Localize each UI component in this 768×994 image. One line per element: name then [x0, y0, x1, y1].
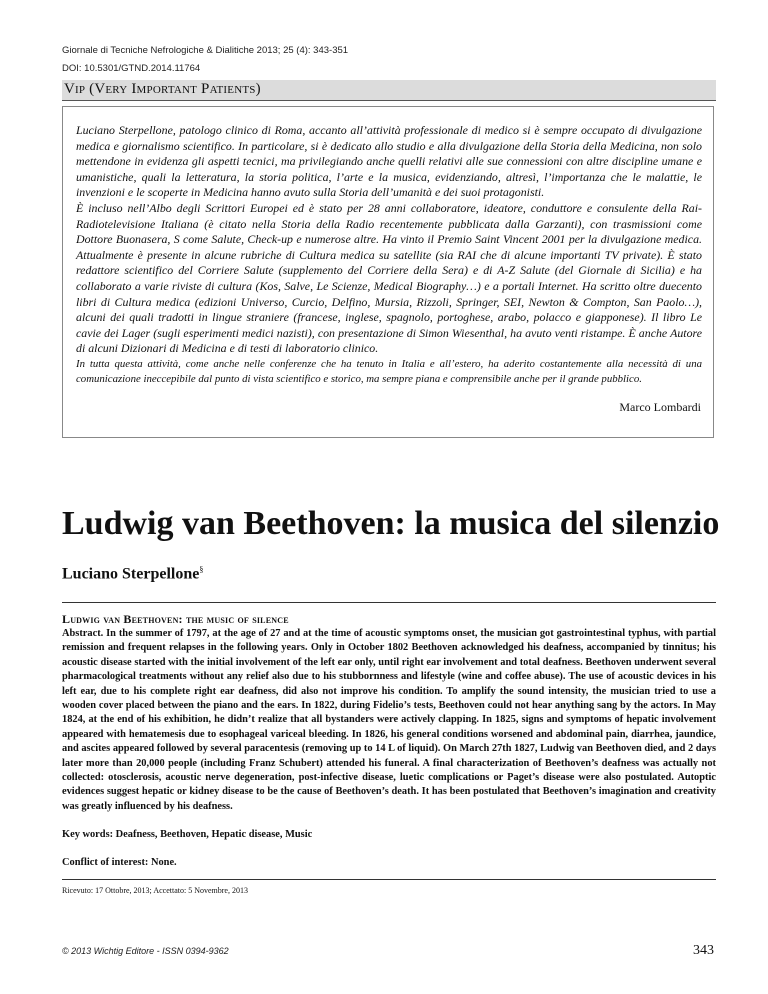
bio-paragraph: In tutta questa attività, come anche nelle conferenze che ha tenuto in Italia e all’estero, ha aderito costantemente alla necessità di una comunicazione ineccepibile dal punto di vista scientifico e storico, ma sempre piana e comprensibile anche per il grande pubblico. [76, 357, 702, 386]
received-dates: Ricevuto: 17 Ottobre, 2013; Accettato: 5 Novembre, 2013 [62, 886, 248, 895]
author-bio-box [62, 106, 714, 438]
author-text: Luciano Sterpellone [62, 565, 200, 583]
divider [62, 879, 716, 880]
bio-signature: Marco Lombardi [619, 400, 701, 414]
author-name [62, 565, 203, 583]
divider [62, 602, 716, 603]
section-label: Vip (Very Important Patients) [64, 81, 261, 97]
doi: DOI: 10.5301/GTND.2014.11764 [62, 63, 201, 74]
bio-paragraph: È incluso nell’Albo degli Scrittori Europei ed è stato per 28 anni collaboratore, ideatore, conduttore e consulente della Rai-Radiotelevisione Italiana (è citato nella Storia della Radio recentemente pubblicata dalla Garzanti), con trasmissioni come Dottore Buonasera, S come Salute, Check-up e numerose altre. Ha vinto il Premio Saint Vincent 2001 per la divulgazione medica. Attualmente è presente in alcune rubriche di Cultura medica su satellite (sia RAI che di alcune importanti TV private). È stato redattore scientifico del Corriere Salute (supplemento del Corriere della Sera) e di A-Z Salute (del Giornale di Sicilia) e ha collaborato a varie riviste di cultura (Kos, Salve, Le Scienze, Medical Biography…) e a portali Internet. Ha scritto oltre duecento libri di Cultura medica (edizioni Universo, Curcio, Delfino, Mursia, Rizzoli, Springer, SEI, Newton & Compton, San Paolo…), alcuni dei quali tradotti in lingue straniere (francese, inglese, spagnolo, portoghese, arabo, polacco e giapponese). Il libro Le cavie dei Lager (sugli esperimenti medici nazisti), con presentazione di Simon Wiesenthal, ha avuto venti ristampe. È anche Autore di alcuni Dizionari di Medicina e di testi di laboratorio clinico. [76, 200, 702, 356]
journal-citation: Giornale di Tecniche Nefrologiche & Dialitiche 2013; 25 (4): 343-351 [62, 45, 349, 56]
abstract-text: Abstract. In the summer of 1797, at the age of 27 and at the time of acoustic symptoms onset, the musician got gastrointestinal typhus, with partial remission and frequent relapses in the following years. Only in October 1802 Beethoven acknowledged his deafness, accompanied by tinnitus; his acoustic disease started with the initial involvement of the left ear only, until right ear involvement and total deafness. Beethoven underwent several pharmacological treatments without any relief also due to his stubbornness and lifestyle (wine and coffee abuse). The use of acoustic devices in his left ear, due to his complete right ear deafness, did also not improve his condition. To amplify the sound intensity, the musician tried to use a wooden cover placed between the piano and the ears. In 1822, during Fidelio’s tests, Beethoven could not hear anything sang by the actors. In May 1824, at the end of his exhibition, he didn’t realize that all bystanders were actively clapping. In 1825, signs and symptoms of hepatic involvement appeared with hematemesis due to esophageal variceal bleeding. In 1826, his general conditions worsened and abdominal pain, diarrhea, jaundice, and ascites appeared followed by several paracentesis (removing up to 14 L of liquid). On March 27th 1827, Ludwig van Beethoven died, and 2 days later more than 20,000 people (including Franz Schubert) attended his funeral. A final characterization of Beethoven’s deafness was actually not collected: otosclerosis, acoustic nerve degeneration, post-infective disease, luetic complications or Paget’s disease were also postulated. Autoptic evidences suggest hepatic or kidney disease to be the cause of Beethoven’s death. It has been postulated that Beethoven’s imagination and creativity was greatly influenced by his deafness. [62, 628, 716, 812]
bio-text [76, 123, 702, 388]
copyright: © 2013 Wichtig Editore - ISSN 0394-9362 [62, 946, 229, 956]
journal-header [62, 42, 348, 78]
author-footnote-mark: § [199, 565, 204, 574]
section-banner [62, 80, 716, 101]
bio-paragraph: Luciano Sterpellone, patologo clinico di Roma, accanto all’attività professionale di medico si è sempre occupato di divulgazione medica e giornalismo scientifico. In particolare, si è dedicato allo studio e alla divulgazione della Storia della Medicina, non solo mettendone in evidenza gli aspetti tecnici, ma privilegiando anche quelli relativi alle sue connessioni con altre discipline umane e umanistiche, quali la letteratura, la storia politica, l’arte e la musica, evidenziando, altresì, l’importanza che le malattie, le invenzioni e le scoperte in Medicina hanno avuto sulla Storia dell’umanità e dei suoi protagonisti. [76, 123, 702, 200]
article-title: Ludwig van Beethoven: la musica del silenzio [62, 505, 720, 542]
conflict-of-interest: Conflict of interest: None. [62, 857, 177, 868]
page-number: 343 [693, 943, 714, 958]
abstract-title: Ludwig van Beethoven: the music of silence [62, 612, 289, 626]
keywords: Key words: Deafness, Beethoven, Hepatic disease, Music [62, 829, 313, 840]
